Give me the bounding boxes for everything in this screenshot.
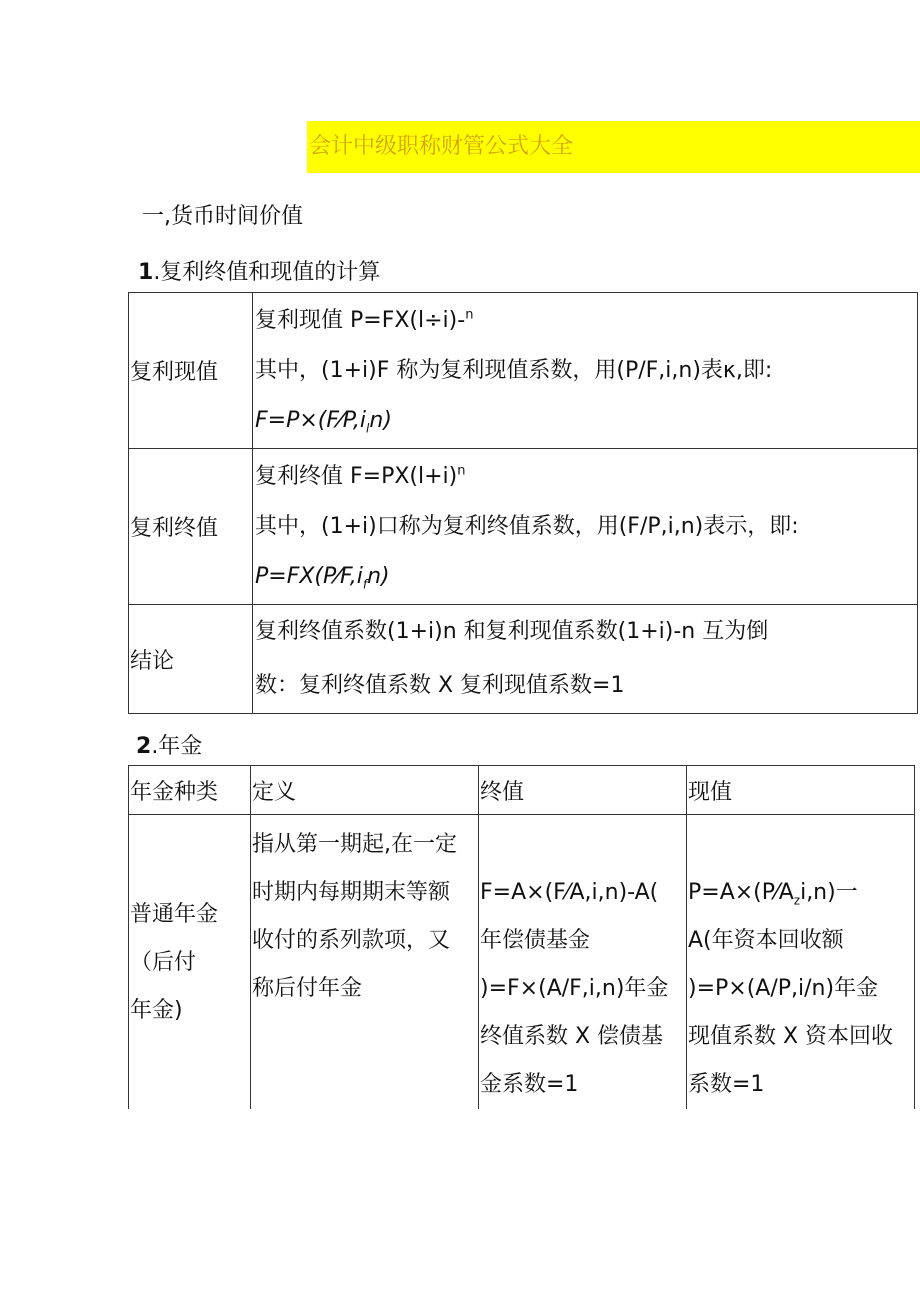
formula-text: P=A×(P⁄A (688, 880, 794, 905)
cell-line: 终值系数 X 偿债基 (480, 1024, 664, 1049)
row-label: 复利终值 (129, 449, 253, 605)
formula-line (255, 552, 917, 602)
row-content (253, 449, 918, 605)
column-header: 现值 (687, 766, 915, 815)
formula-text: n) (367, 563, 390, 589)
table-row (129, 605, 918, 714)
cell-line: )=P×(A/P,i/n)年金 (688, 976, 879, 1001)
explanation-line: 其中，(1+i)口称为复利终值系数，用(F/P,i,n)表示，即: (255, 513, 799, 539)
subheading-number: 2 (136, 734, 152, 759)
conclusion-line: 数：复利终值系数 X 复利现值系数=1 (255, 673, 625, 698)
table-row (129, 449, 918, 605)
subheading-number: 1 (138, 260, 154, 285)
cell-line (688, 869, 914, 917)
subheading-annuity (136, 732, 202, 762)
formula-text: F=P×(F⁄P,i (255, 407, 367, 433)
cell-line: 普通年金 (130, 902, 219, 927)
row-label: 结论 (129, 605, 253, 714)
column-header: 年金种类 (129, 766, 251, 815)
annuity-table (128, 765, 915, 1109)
cell-line: 现值系数 X 资本回收 (688, 1024, 894, 1049)
formula-subscript: l (366, 420, 370, 435)
cell-line: A(年资本回收额 (688, 928, 844, 953)
cell-line: 年偿债基金 (480, 928, 591, 953)
subheading-compound-interest (138, 258, 380, 288)
table-row (129, 293, 918, 449)
formula-text: n) (369, 407, 392, 433)
conclusion-line: 复利终值系数(1+i)n 和复利现值系数(1+i)-n 互为倒 (255, 619, 769, 644)
definition-cell (251, 815, 479, 1110)
row-content (253, 293, 918, 449)
future-value-cell (479, 815, 687, 1110)
cell-line: )=F×(A/F,i,n)年金 (480, 976, 669, 1001)
cell-line: 时期内每期期末等额 (252, 880, 451, 905)
compound-interest-table (128, 292, 918, 714)
table-header-row (129, 766, 915, 815)
formula-line (255, 296, 917, 346)
formula-line (255, 396, 917, 446)
table-row (129, 815, 915, 1110)
formula-exponent: n (465, 307, 474, 323)
row-content (253, 605, 918, 714)
cell-line: 年金) (130, 998, 183, 1023)
present-value-cell (687, 815, 915, 1110)
formula-text: 复利现值 P=FX(l÷i)- (255, 307, 466, 333)
cell-line: 收付的系列款项，又 (252, 928, 451, 953)
formula-text: i,n)一 (800, 880, 858, 905)
subheading-text: .复利终值和现值的计算 (153, 260, 381, 285)
formula-exponent: n (457, 463, 466, 479)
cell-line: 系数=1 (688, 1072, 765, 1097)
formula-subscript: f (362, 576, 368, 591)
cell-line: 金系数=1 (480, 1072, 579, 1097)
formula-subscript: z (793, 893, 801, 908)
cell-line: 指从第一期起,在一定 (252, 832, 457, 857)
cell-line: 称后付年金 (252, 976, 363, 1001)
annuity-type-cell (129, 815, 251, 1110)
explanation-line: 其中，(1+i)F 称为复利现值系数，用(P/F,i,n)表κ,即: (255, 357, 773, 383)
document-title: 会计中级职称财管公式大全 (307, 121, 920, 173)
cell-line: F=A×(F⁄A,i,n)-A( (480, 880, 659, 905)
section-heading: 一,货币时间价值 (142, 204, 303, 229)
column-header: 终值 (479, 766, 687, 815)
formula-line (255, 452, 917, 502)
row-label: 复利现值 (129, 293, 253, 449)
formula-text: P=FX(P⁄F,i (255, 563, 363, 589)
formula-text: 复利终值 F=PX(l+i) (255, 463, 458, 489)
cell-line: （后付 (130, 950, 197, 975)
column-header: 定义 (251, 766, 479, 815)
subheading-text: .年金 (151, 734, 203, 759)
